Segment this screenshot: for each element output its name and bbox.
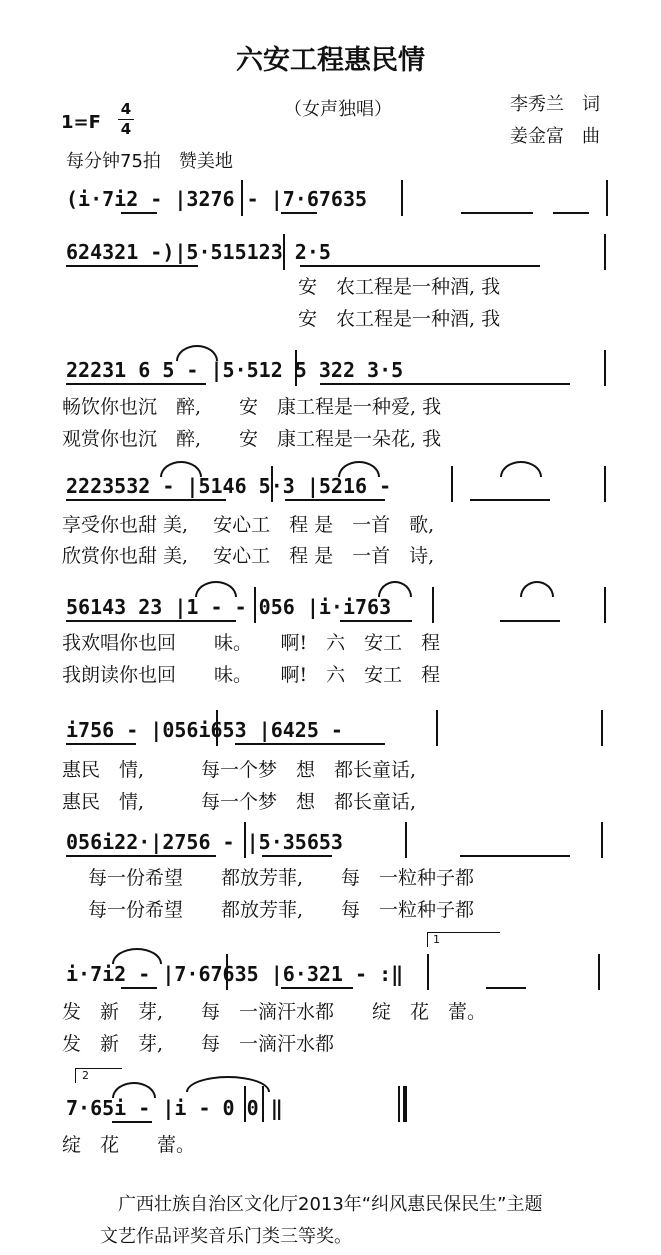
barline [436, 710, 438, 746]
lyrics-v1-line-3: 畅饮你也沉 醉, 安 康工程是一种爱, 我 [62, 396, 442, 418]
lyrics-v2-line-5: 我朗读你也回 味。 啊! 六 安工 程 [62, 664, 441, 686]
underline [66, 265, 198, 267]
barline [295, 350, 297, 386]
tie-slur [176, 345, 218, 361]
barline [283, 234, 285, 270]
tie-slur [520, 581, 554, 597]
lyrics-v1-line-7: 每一份希望 都放芳菲, 每 一粒种子都 [88, 867, 475, 889]
repeat-barline [598, 954, 600, 990]
barline [244, 822, 246, 858]
award-note-line-2: 文艺作品评奖音乐门类三等奖。 [100, 1226, 352, 1247]
barline [604, 234, 606, 270]
notation-line-8: i·7i2 - |7·67635 |6·321 - :‖ [66, 962, 404, 986]
lyrics-v2-line-4: 欣赏你也甜 美, 安心工 程 是 一首 诗, [62, 545, 435, 567]
barline [427, 954, 429, 990]
notation-line-9: 7·65i - |i - 0 0 ‖ [66, 1096, 283, 1120]
underline [461, 212, 533, 214]
underline [121, 212, 157, 214]
tempo-marking: 每分钟75拍 赞美地 [66, 151, 233, 172]
tie-slur [112, 948, 162, 964]
composer-credit: 姜金富 曲 [510, 126, 600, 147]
tie-slur [195, 581, 237, 597]
lyrics-v2-line-3: 观赏你也沉 醉, 安 康工程是一朵花, 我 [62, 428, 442, 450]
lyrics-v2-line-8: 发 新 芽, 每 一滴汗水都 [62, 1033, 335, 1055]
notation-line-7: 056i22·|2756 - |5·35653 [66, 830, 343, 854]
key-signature: 1=F [61, 112, 101, 133]
underline [281, 987, 353, 989]
lyrics-v1-line-8: 发 新 芽, 每 一滴汗水都 绽 花 蕾。 [62, 1001, 487, 1023]
lyrics-v2-line-6: 惠民 情, 每一个梦 想 都长童话, [62, 791, 417, 813]
barline [604, 350, 606, 386]
underline [553, 212, 589, 214]
underline [460, 855, 570, 857]
underline [500, 620, 560, 622]
lyrics-v1-line-9: 绽 花 蕾。 [62, 1134, 196, 1156]
notation-line-6: i756 - |056i653 |6425 - [66, 718, 343, 742]
underline [66, 855, 216, 857]
underline [340, 620, 412, 622]
barline [226, 954, 228, 990]
notation-line-3: 22231 6 5 - |5·512 5 322 3·5 [66, 358, 404, 382]
barline [262, 1086, 264, 1122]
final-barline-thick [403, 1086, 407, 1122]
notation-line-2: 624321 -)|5·515123 2·5 [66, 240, 331, 264]
barline [432, 587, 434, 623]
barline [601, 710, 603, 746]
time-sig-denominator: 4 [120, 120, 132, 138]
performance-type: （女声独唱） [284, 99, 392, 120]
underline [285, 499, 385, 501]
tie-slur [378, 581, 412, 597]
barline [604, 587, 606, 623]
underline [66, 620, 236, 622]
underline [262, 855, 332, 857]
song-title: 六安工程惠民情 [236, 45, 425, 76]
notation-line-5: 56143 23 |1 - - 056 |i·i763 [66, 595, 392, 619]
lyricist-credit: 李秀兰 词 [510, 94, 600, 115]
underline [66, 499, 226, 501]
barline [601, 822, 603, 858]
barline [401, 180, 403, 216]
tie-slur [338, 461, 380, 477]
underline [121, 987, 157, 989]
barline [216, 710, 218, 746]
barline [241, 180, 243, 216]
time-sig-numerator: 4 [120, 100, 132, 118]
underline [112, 1121, 152, 1123]
barline [271, 466, 273, 502]
tie-slur [160, 461, 202, 477]
tie-slur [112, 1082, 156, 1098]
lyrics-v1-line-5: 我欢唱你也回 味。 啊! 六 安工 程 [62, 632, 441, 654]
underline [486, 987, 526, 989]
tie-slur [500, 461, 542, 477]
barline [244, 1086, 246, 1122]
first-ending-number: 1 [433, 933, 440, 946]
underline [235, 743, 385, 745]
barline [604, 466, 606, 502]
lyrics-v1-line-6: 惠民 情, 每一个梦 想 都长童话, [62, 759, 417, 781]
underline [320, 383, 570, 385]
underline [66, 743, 136, 745]
lyrics-v1-line-4: 享受你也甜 美, 安心工 程 是 一首 歌, [62, 514, 435, 536]
barline [606, 180, 608, 216]
second-ending-number: 2 [82, 1069, 89, 1082]
barline [451, 466, 453, 502]
barline [405, 822, 407, 858]
barline [254, 587, 256, 623]
tie-slur [186, 1076, 270, 1092]
lyrics-v2-line-7: 每一份希望 都放芳菲, 每 一粒种子都 [88, 899, 475, 921]
notation-line-1: (i·7i2 - |3276 - |7·67635 [66, 187, 368, 211]
award-note-line-1: 广西壮族自治区文化厅2013年“纠风惠民保民生”主题 [118, 1194, 543, 1215]
underline [281, 212, 317, 214]
notation-line-4: 2223532 - |5146 5·3 |5216 - [66, 474, 392, 498]
lyrics-v1-line-2: 安 农工程是一种酒, 我 [298, 276, 501, 298]
underline [66, 383, 206, 385]
underline [300, 265, 540, 267]
final-barline [398, 1086, 400, 1122]
underline [470, 499, 550, 501]
lyrics-v2-line-2: 安 农工程是一种酒, 我 [298, 308, 501, 330]
